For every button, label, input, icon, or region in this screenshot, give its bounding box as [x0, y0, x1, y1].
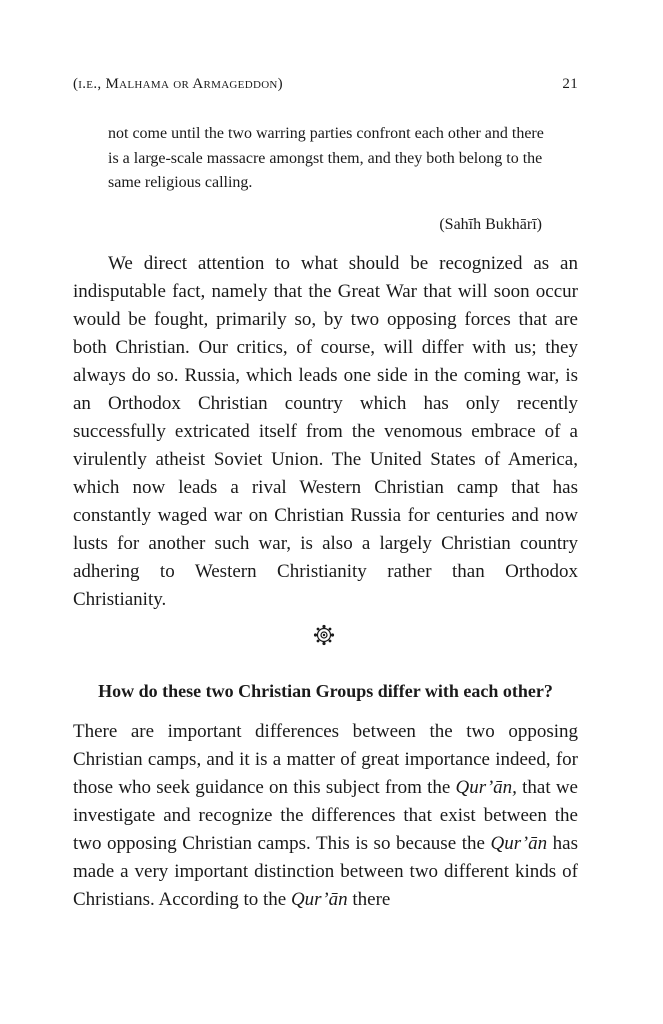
- paragraph2-text-4: there: [347, 889, 391, 910]
- page-number: 21: [562, 76, 578, 92]
- running-title: (i.e., Malhama or Armageddon): [73, 76, 283, 92]
- quran-term-1: Qur’ān,: [455, 777, 517, 798]
- running-header: [73, 76, 578, 100]
- flower-ornament-icon: [313, 624, 335, 646]
- quran-term-3: Qur’ān: [290, 889, 348, 910]
- hadith-quote: not come until the two warring parties confront each other and there is a large-scale massacre amongst them, and they both belong to the same religious calling.: [108, 125, 544, 191]
- paragraph2-text-3: has made a very important distinction between two different kinds of Christians. According to the: [73, 833, 579, 910]
- body-paragraph-2: [73, 718, 578, 914]
- quote-citation: (Sahīh Bukhārī): [439, 216, 542, 233]
- section-heading: How do these two Christian Groups differ with each other?: [98, 681, 553, 701]
- quran-term-2: Qur’ān: [490, 833, 548, 854]
- paragraph2-text-1: There are important differences between the two opposing Christian camps, and it is a matter of great importance indeed, for those who seek guidance on this subject from the: [73, 721, 578, 798]
- paragraph2-text-2: that we investigate and recognize the differences that exist between the two opposing Christian camps. This is so because the: [73, 777, 578, 854]
- body-paragraph-1: We direct attention to what should be recognized as an indisputable fact, namely that the Great War that will soon occur would be fought, primarily so, by two opposing forces that are both Christian. Our critics, of course, will differ with us; they always do so. Russia, which leads one side in the coming war, is an Orthodox Christian country which has only recently successfully extricated itself from the venomous embrace of a virulently atheist Soviet Union. The United States of America, which now leads a rival Western Christian camp that has constantly waged war on Christian Russia for centuries and now lusts for another such war, is also a largely Christian country adhering to Western Christianity rather than Orthodox Christianity.: [73, 253, 578, 610]
